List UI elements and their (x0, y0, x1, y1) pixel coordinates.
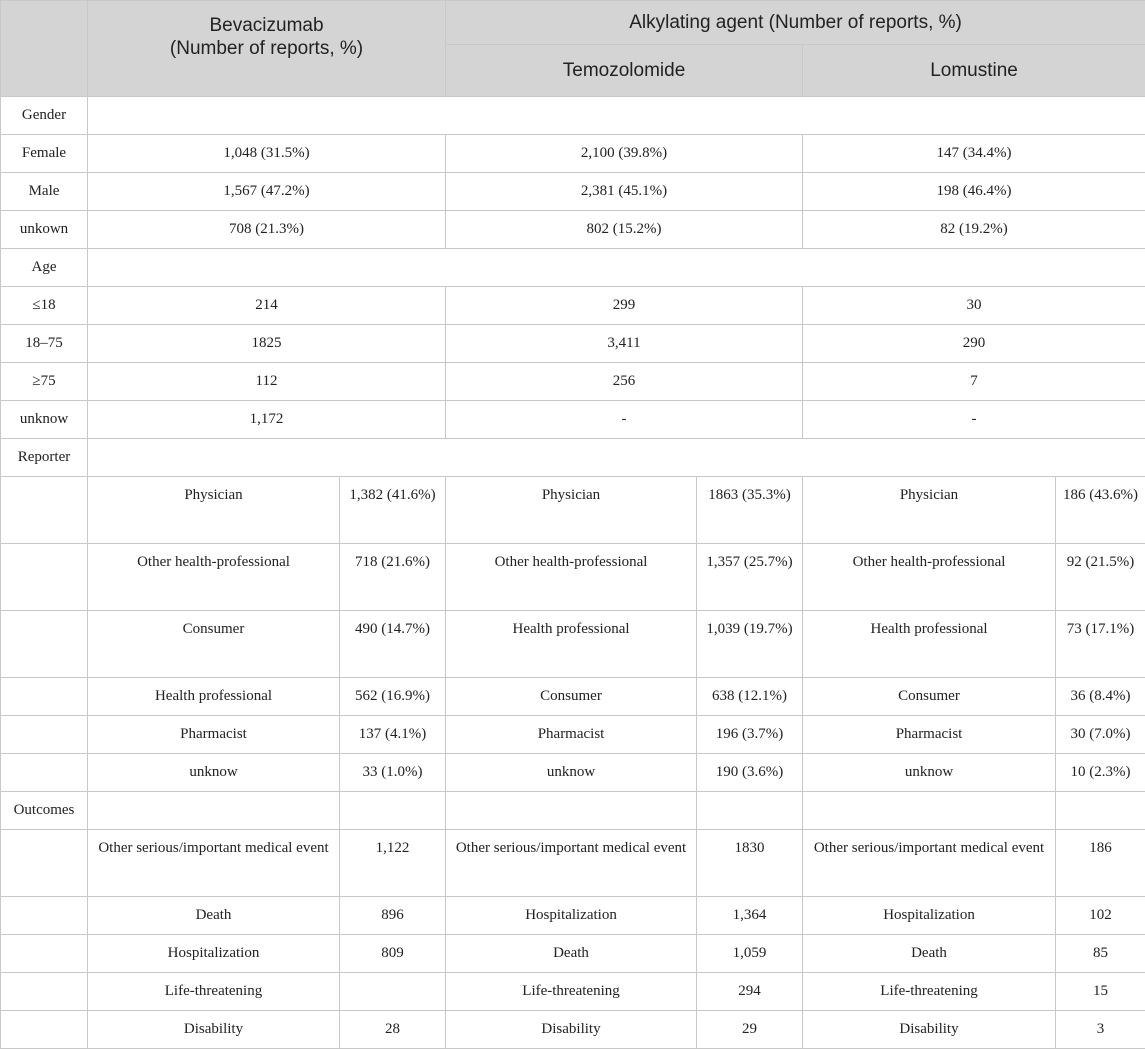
lomustine-reporter: Consumer (803, 678, 1056, 716)
table-row (1, 325, 1145, 363)
bevacizumab-value (340, 973, 446, 1011)
row-label: unkown (1, 211, 88, 249)
section-label-gender: Gender (1, 97, 88, 135)
header-lomustine: Lomustine (803, 45, 1145, 97)
bevacizumab-value: 214 (88, 287, 446, 325)
table-row (1, 973, 1145, 1011)
lomustine-reporter: Health professional (803, 611, 1056, 678)
temozolomide-value: 802 (15.2%) (446, 211, 803, 249)
row-label: Female (1, 135, 88, 173)
bevacizumab-value: 1,172 (88, 401, 446, 439)
section-label-age: Age (1, 249, 88, 287)
temozolomide-reporter: Physician (446, 477, 697, 544)
table-row (1, 897, 1145, 935)
lomustine-value: 290 (803, 325, 1145, 363)
lomustine-outcome: Other serious/important medical event (803, 830, 1056, 897)
blank-cell (1, 678, 88, 716)
lomustine-value: - (803, 401, 1145, 439)
temozolomide-value: 1830 (697, 830, 803, 897)
temozolomide-value: 1,059 (697, 935, 803, 973)
blank-cell (1, 477, 88, 544)
temozolomide-value: 1,039 (19.7%) (697, 611, 803, 678)
bevacizumab-reporter: Other health-professional (88, 544, 340, 611)
row-label: Male (1, 173, 88, 211)
temozolomide-reporter: Pharmacist (446, 716, 697, 754)
temozolomide-value: - (446, 401, 803, 439)
bevacizumab-outcome: Death (88, 897, 340, 935)
table-row (1, 211, 1145, 249)
bevacizumab-outcome: Disability (88, 1011, 340, 1049)
lomustine-outcome: Hospitalization (803, 897, 1056, 935)
blank-cell (1, 716, 88, 754)
temozolomide-value: 256 (446, 363, 803, 401)
section-row-reporter (1, 439, 1145, 477)
temozolomide-value: 299 (446, 287, 803, 325)
lomustine-value: 73 (17.1%) (1056, 611, 1145, 678)
temozolomide-outcome: Hospitalization (446, 897, 697, 935)
bevacizumab-value: 1,122 (340, 830, 446, 897)
blank-cell (1, 973, 88, 1011)
section-row-outcomes (1, 792, 1145, 830)
temozolomide-value: 1,364 (697, 897, 803, 935)
bevacizumab-reporter: unknow (88, 754, 340, 792)
lomustine-reporter: Pharmacist (803, 716, 1056, 754)
section-row-gender (1, 97, 1145, 135)
temozolomide-value: 1863 (35.3%) (697, 477, 803, 544)
section-fill (88, 97, 1145, 135)
lomustine-outcome: Life-threatening (803, 973, 1056, 1011)
blank-cell (88, 792, 340, 830)
header-bevacizumab-line1: Bevacizumab (209, 15, 323, 36)
header-bevacizumab-line2: (Number of reports, %) (170, 38, 363, 59)
bevacizumab-value: 490 (14.7%) (340, 611, 446, 678)
bevacizumab-value: 708 (21.3%) (88, 211, 446, 249)
section-label-reporter: Reporter (1, 439, 88, 477)
blank-cell (1, 830, 88, 897)
temozolomide-value: 196 (3.7%) (697, 716, 803, 754)
bevacizumab-value: 1825 (88, 325, 446, 363)
temozolomide-reporter: Consumer (446, 678, 697, 716)
blank-cell (1056, 792, 1145, 830)
temozolomide-outcome: Life-threatening (446, 973, 697, 1011)
table-row (1, 287, 1145, 325)
temozolomide-value: 1,357 (25.7%) (697, 544, 803, 611)
bevacizumab-reporter: Health professional (88, 678, 340, 716)
lomustine-value: 186 (1056, 830, 1145, 897)
blank-cell (803, 792, 1056, 830)
bevacizumab-value: 1,382 (41.6%) (340, 477, 446, 544)
header-alkylating-agent: Alkylating agent (Number of reports, %) (446, 1, 1145, 45)
blank-cell (340, 792, 446, 830)
table-row (1, 716, 1145, 754)
row-label: ≥75 (1, 363, 88, 401)
header-bevacizumab (88, 1, 446, 97)
blank-cell (1, 935, 88, 973)
lomustine-reporter: unknow (803, 754, 1056, 792)
bevacizumab-value: 137 (4.1%) (340, 716, 446, 754)
bevacizumab-reporter: Pharmacist (88, 716, 340, 754)
lomustine-value: 82 (19.2%) (803, 211, 1145, 249)
temozolomide-value: 2,381 (45.1%) (446, 173, 803, 211)
bevacizumab-value: 112 (88, 363, 446, 401)
blank-cell (1, 611, 88, 678)
blank-cell (697, 792, 803, 830)
lomustine-value: 7 (803, 363, 1145, 401)
table-row (1, 1011, 1145, 1049)
table-row (1, 173, 1145, 211)
lomustine-value: 15 (1056, 973, 1145, 1011)
lomustine-value: 147 (34.4%) (803, 135, 1145, 173)
bevacizumab-value: 1,048 (31.5%) (88, 135, 446, 173)
bevacizumab-reporter: Consumer (88, 611, 340, 678)
temozolomide-value: 294 (697, 973, 803, 1011)
bevacizumab-value: 896 (340, 897, 446, 935)
temozolomide-reporter: Health professional (446, 611, 697, 678)
bevacizumab-value: 28 (340, 1011, 446, 1049)
lomustine-value: 30 (803, 287, 1145, 325)
table-row (1, 401, 1145, 439)
section-label-outcomes: Outcomes (1, 792, 88, 830)
bevacizumab-value: 809 (340, 935, 446, 973)
bevacizumab-outcome: Life-threatening (88, 973, 340, 1011)
bevacizumab-value: 562 (16.9%) (340, 678, 446, 716)
row-label: 18–75 (1, 325, 88, 363)
temozolomide-reporter: Other health-professional (446, 544, 697, 611)
table-row (1, 830, 1145, 897)
section-fill (88, 439, 1145, 477)
bevacizumab-outcome: Hospitalization (88, 935, 340, 973)
temozolomide-value: 190 (3.6%) (697, 754, 803, 792)
lomustine-value: 92 (21.5%) (1056, 544, 1145, 611)
temozolomide-outcome: Other serious/important medical event (446, 830, 697, 897)
temozolomide-value: 2,100 (39.8%) (446, 135, 803, 173)
bevacizumab-value: 718 (21.6%) (340, 544, 446, 611)
section-row-age (1, 249, 1145, 287)
blank-cell (1, 754, 88, 792)
header-temozolomide: Temozolomide (446, 45, 803, 97)
blank-cell (1, 897, 88, 935)
temozolomide-outcome: Disability (446, 1011, 697, 1049)
temozolomide-value: 3,411 (446, 325, 803, 363)
table-row (1, 477, 1145, 544)
lomustine-value: 198 (46.4%) (803, 173, 1145, 211)
table-row (1, 678, 1145, 716)
lomustine-value: 30 (7.0%) (1056, 716, 1145, 754)
section-fill (88, 249, 1145, 287)
lomustine-outcome: Disability (803, 1011, 1056, 1049)
lomustine-reporter: Other health-professional (803, 544, 1056, 611)
temozolomide-outcome: Death (446, 935, 697, 973)
table-row (1, 611, 1145, 678)
header-blank (1, 1, 88, 97)
lomustine-value: 36 (8.4%) (1056, 678, 1145, 716)
table-row (1, 754, 1145, 792)
temozolomide-value: 638 (12.1%) (697, 678, 803, 716)
bevacizumab-value: 1,567 (47.2%) (88, 173, 446, 211)
table-row (1, 544, 1145, 611)
blank-cell (446, 792, 697, 830)
lomustine-value: 3 (1056, 1011, 1145, 1049)
blank-cell (1, 544, 88, 611)
table-row (1, 935, 1145, 973)
row-label: unknow (1, 401, 88, 439)
lomustine-value: 186 (43.6%) (1056, 477, 1145, 544)
bevacizumab-outcome: Other serious/important medical event (88, 830, 340, 897)
row-label: ≤18 (1, 287, 88, 325)
table-row (1, 135, 1145, 173)
bevacizumab-value: 33 (1.0%) (340, 754, 446, 792)
lomustine-value: 102 (1056, 897, 1145, 935)
blank-cell (1, 1011, 88, 1049)
lomustine-value: 10 (2.3%) (1056, 754, 1145, 792)
temozolomide-value: 29 (697, 1011, 803, 1049)
temozolomide-reporter: unknow (446, 754, 697, 792)
lomustine-outcome: Death (803, 935, 1056, 973)
lomustine-value: 85 (1056, 935, 1145, 973)
bevacizumab-reporter: Physician (88, 477, 340, 544)
table-row (1, 363, 1145, 401)
lomustine-reporter: Physician (803, 477, 1056, 544)
